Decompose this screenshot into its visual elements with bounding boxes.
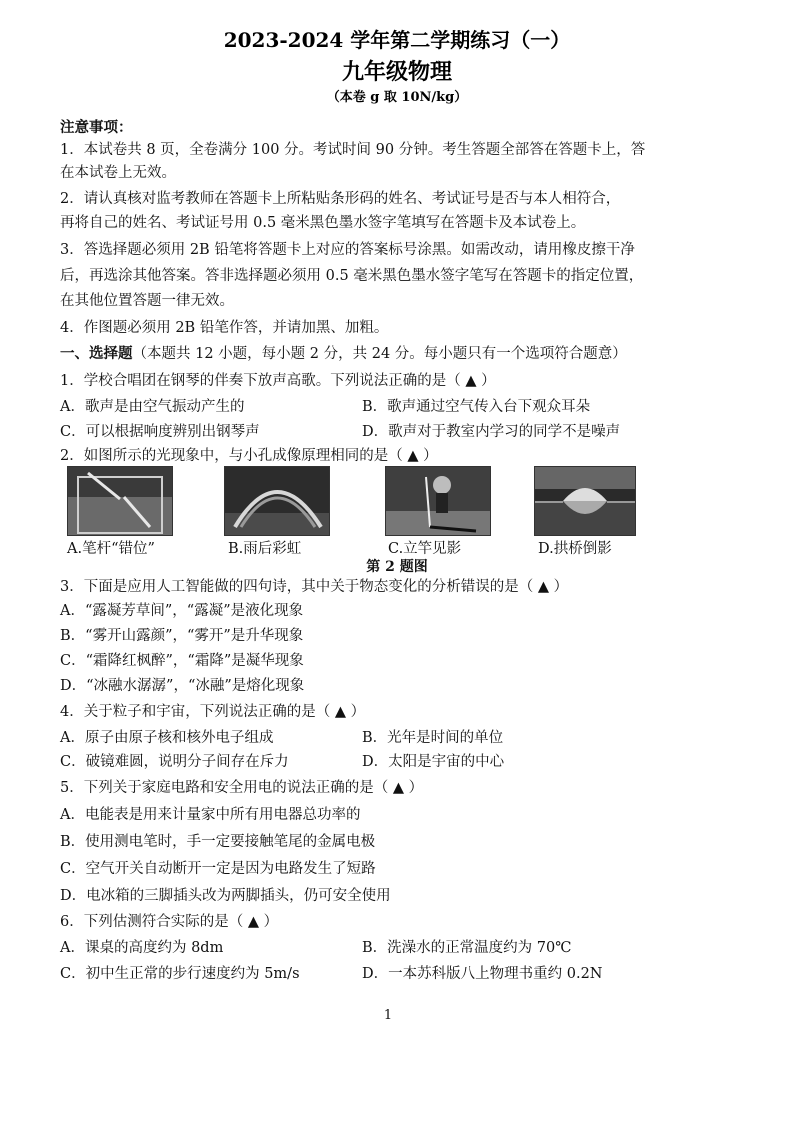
q3-option-b: B．“雾开山露颜”，“雾开”是升华现象 <box>60 628 304 644</box>
q1-stem: 1．学校合唱团在钢琴的伴奏下放声高歌。下列说法正确的是（ ▲ ） <box>60 373 496 389</box>
q2-photo-arch-bridge <box>534 466 636 536</box>
q3-option-a: A．“露凝芳草间”，“露凝”是液化现象 <box>60 603 304 619</box>
q1-option-a: A．歌声是由空气振动产生的 <box>60 399 245 415</box>
q6-option-d: D．一本苏科版八上物理书重约 0.2N <box>362 966 603 982</box>
q4-option-a: A．原子由原子核和核外电子组成 <box>60 730 274 746</box>
notice-heading: 注意事项： <box>60 119 133 136</box>
q2-caption-c: C.立竿见影 <box>388 541 462 557</box>
section-title: 一、选择题 <box>60 345 133 362</box>
section-heading <box>60 344 627 364</box>
q2-caption-a: A.笔杆“错位” <box>67 541 155 557</box>
notice-line: 后，再选涂其他答案。答非选择题必须用 0.5 毫米黑色墨水签字笔写在答题卡的指定位置， <box>60 268 644 284</box>
notice-line: 在其他位置答题一律无效。 <box>60 293 234 309</box>
q4-option-b: B．光年是时间的单位 <box>362 730 504 746</box>
q1-option-d: D．歌声对于教室内学习的同学不是噪声 <box>362 424 621 440</box>
q2-caption-b: B.雨后彩虹 <box>228 541 302 557</box>
page-number: 1 <box>383 1008 393 1023</box>
exam-subject: 九年级物理 <box>341 59 452 85</box>
q3-option-d: D．“冰融水潺潺”，“冰融”是熔化现象 <box>60 678 305 694</box>
q2-caption-d: D.拱桥倒影 <box>538 541 612 557</box>
notice-line: 3．答选择题必须用 2B 铅笔将答题卡上对应的答案标号涂黑。如需改动，请用橡皮擦干净 <box>60 242 635 258</box>
q5-option-b: B．使用测电笔时，手一定要接触笔尾的金属电极 <box>60 834 376 850</box>
q2-stem: 2．如图所示的光现象中，与小孔成像原理相同的是（ ▲ ） <box>60 448 438 464</box>
section-desc: （本题共 12 小题，每小题 2 分，共 24 分。每小题只有一个选项符合题意） <box>132 346 627 362</box>
notice-line: 再将自己的姓名、考试证号用 0.5 毫米黑色墨水签字笔填写在答题卡及本试卷上。 <box>60 215 586 231</box>
q4-option-d: D．太阳是宇宙的中心 <box>362 754 505 770</box>
notice-line: 1．本试卷共 8 页，全卷满分 100 分。考试时间 90 分钟。考生答题全部答在答题卡上，答 <box>60 142 646 158</box>
notice-line: 2．请认真核对监考教师在答题卡上所粘贴条形码的姓名、考试证号是否与本人相符合， <box>60 191 621 207</box>
q3-stem: 3．下面是应用人工智能做的四句诗，其中关于物态变化的分析错误的是（ ▲ ） <box>60 579 569 595</box>
q6-option-c: C．初中生正常的步行速度约为 5m/s <box>60 966 300 982</box>
exam-note: （本卷 g 取 10N/kg） <box>326 90 468 105</box>
q5-option-c: C．空气开关自动断开一定是因为电路发生了短路 <box>60 861 376 877</box>
q6-option-b: B．洗澡水的正常温度约为 70℃ <box>362 940 572 956</box>
q1-option-c: C．可以根据响度辨别出钢琴声 <box>60 424 260 440</box>
q6-stem: 6．下列估测符合实际的是（ ▲ ） <box>60 914 279 930</box>
q4-stem: 4．关于粒子和宇宙，下列说法正确的是（ ▲ ） <box>60 704 366 720</box>
q5-option-a: A．电能表是用来计量家中所有用电器总功率的 <box>60 807 361 823</box>
q1-option-b: B．歌声通过空气传入台下观众耳朵 <box>362 399 591 415</box>
q2-photo-pencil-in-water <box>67 466 173 536</box>
q2-photo-rainbow <box>224 466 330 536</box>
notice-line: 4．作图题必须用 2B 铅笔作答，并请加黑、加粗。 <box>60 320 389 336</box>
q2-figure-label: 第 2 题图 <box>366 559 428 575</box>
q5-stem: 5．下列关于家庭电路和安全用电的说法正确的是（ ▲ ） <box>60 780 424 796</box>
q5-option-d: D．电冰箱的三脚插头改为两脚插头，仍可安全使用 <box>60 888 391 904</box>
q6-option-a: A．课桌的高度约为 8dm <box>60 940 224 956</box>
q4-option-c: C．破镜难圆，说明分子间存在斥力 <box>60 754 289 770</box>
notice-line: 在本试卷上无效。 <box>60 165 176 181</box>
q3-option-c: C．“霜降红枫醉”，“霜降”是凝华现象 <box>60 653 304 669</box>
q2-photo-pole-shadow <box>385 466 491 536</box>
exam-title: 2023-2024 学年第二学期练习（一） <box>223 28 571 52</box>
